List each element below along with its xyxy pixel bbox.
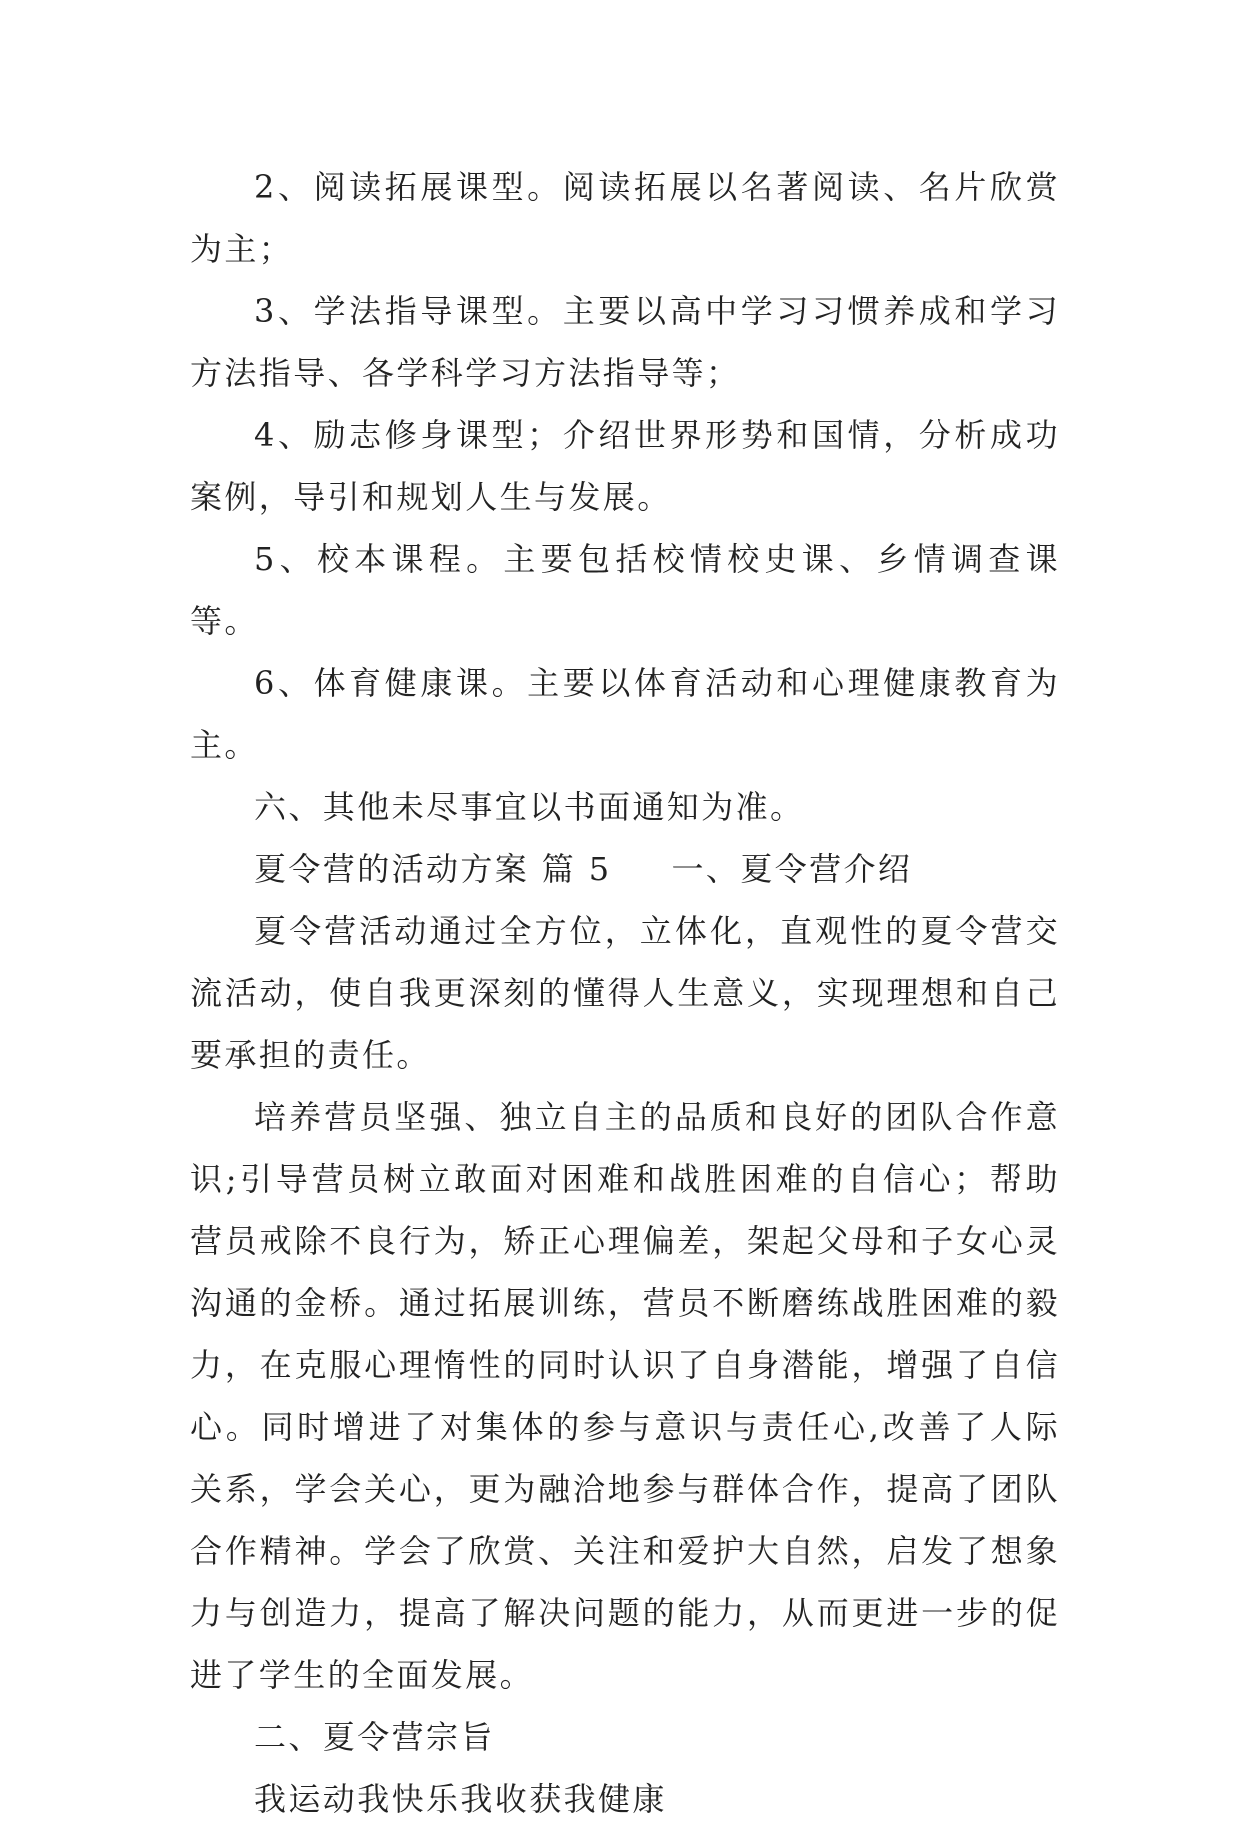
paragraph-school-course: 5、校本课程。主要包括校情校史课、乡情调查课等。	[190, 540, 1060, 640]
document-body	[190, 156, 1060, 1830]
paragraph-camp-goals: 培养营员坚强、独立自主的品质和良好的团队合作意识;引导营员树立敢面对困难和战胜困难的自信心；帮助营员戒除不良行为，矫正心理偏差，架起父母和子女心灵沟通的金桥。通过拓展训练，营员不断磨练战胜困难的毅力，在克服心理惰性的同时认识了自身潜能，增强了自信心。同时增进了对集体的参与意识与责任心,改善了人际关系，学会关心，更为融洽地参与群体合作，提高了团队合作精神。学会了欣赏、关注和爱护大自然，启发了想象力与创造力，提高了解决问题的能力，从而更进一步的促进了学生的全面发展。	[190, 1098, 1060, 1694]
section-subtitle: 一、夏令营介绍	[671, 850, 913, 888]
section-heading	[190, 838, 1060, 900]
paragraph-sports-health: 6、体育健康课。主要以体育活动和心理健康教育为主。	[190, 664, 1060, 764]
paragraph-reading-extension: 2、阅读拓展课型。阅读拓展以名著阅读、名片欣赏为主；	[190, 168, 1060, 268]
section-title: 夏令营的活动方案 篇 5	[254, 850, 612, 888]
paragraph-camp-intro: 夏令营活动通过全方位，立体化，直观性的夏令营交流活动，使自我更深刻的懂得人生意义，实现理想和自己要承担的责任。	[190, 912, 1060, 1074]
paragraph-motto: 我运动我快乐我收获我健康	[254, 1780, 667, 1818]
paragraph-other-matters: 六、其他未尽事宜以书面通知为准。	[254, 788, 805, 826]
paragraph-study-method: 3、学法指导课型。主要以高中学习习惯养成和学习方法指导、各学科学习方法指导等；	[190, 292, 1060, 392]
paragraph-purpose-heading: 二、夏令营宗旨	[254, 1718, 495, 1756]
paragraph-inspiration: 4、励志修身课型；介绍世界形势和国情，分析成功案例，导引和规划人生与发展。	[190, 416, 1060, 516]
